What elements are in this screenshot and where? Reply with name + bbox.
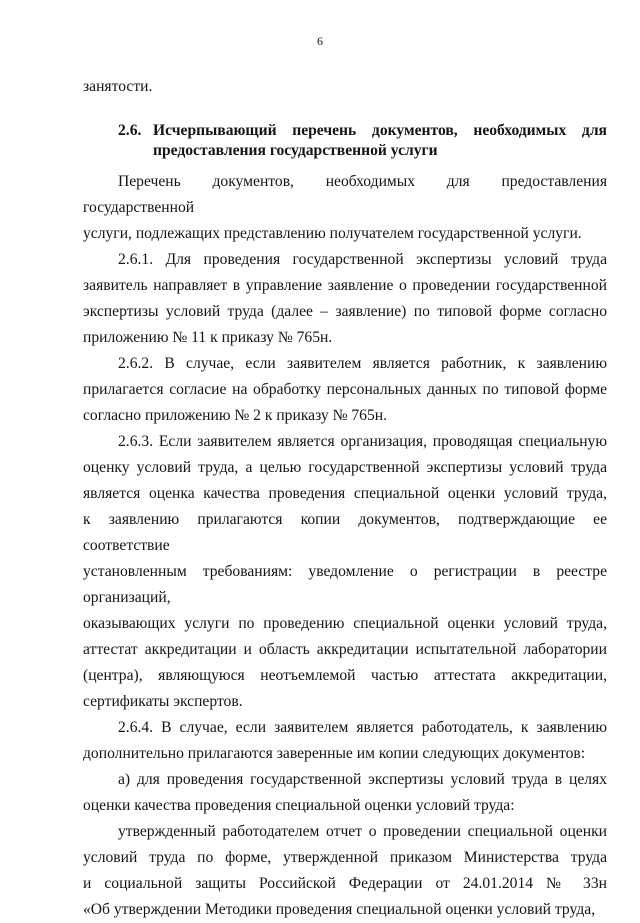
paragraph-2-6-3 [83, 429, 607, 715]
text-line: «Об утверждении Методики проведения специальной оценки условий труда, [83, 901, 596, 918]
text-line: согласно приложению № 2 к приказу № 765н. [83, 407, 388, 424]
heading-text: Исчерпывающий перечень документов, необходимых для [153, 122, 607, 139]
paragraph-2-6-4 [83, 715, 607, 767]
text-line: приложению № 11 к приказу № 765н. [83, 329, 333, 346]
heading-number: 2.6. [118, 122, 142, 139]
body-text [83, 169, 607, 923]
paragraph-report [83, 819, 607, 923]
text-line: (центра), являющуюся неотъемлемой частью аттестата аккредитации, [83, 667, 607, 684]
text-line: оценки качества проведения специальной оценки условий труда: [83, 797, 515, 814]
text-line: а) для проведения государственной экспертизы условий труда в целях [118, 771, 607, 788]
text-line: прилагается согласие на обработку персональных данных по типовой форме [83, 381, 607, 398]
text-line: экспертизы условий труда (далее – заявление) по типовой форме согласно [83, 303, 607, 320]
text-line: оказывающих услуги по проведению специальной оценки условий труда, [83, 615, 607, 632]
text-line: условий труда по форме, утвержденной приказом Министерства труда [83, 849, 607, 866]
text-line: Перечень документов, необходимых для предоставления государственной [83, 173, 607, 216]
text-line: установленным требованиям: уведомление о регистрации в реестре организаций, [83, 563, 607, 606]
paragraph-intro [83, 169, 607, 247]
page-number: 6 [317, 34, 323, 48]
text-line: дополнительно прилагаются заверенные им копии следующих документов: [83, 745, 586, 762]
paragraph-2-6-2 [83, 351, 607, 429]
text-line: сертификаты экспертов. [83, 693, 243, 710]
text-line: заявитель направляет в управление заявление о проведении государственной [83, 277, 607, 294]
text-line: 2.6.4. В случае, если заявителем является работодатель, к заявлению [118, 719, 607, 736]
text-line: к заявлению прилагаются копии документов, подтверждающие ее соответствие [83, 511, 607, 554]
heading-line-2: предоставления государственной услуги [153, 142, 438, 159]
text-line: 2.6.2. В случае, если заявителем является работник, к заявлению [118, 355, 607, 372]
text-line: является оценка качества проведения специальной оценки условий труда, [83, 485, 607, 502]
text-line: услуги, подлежащих представлению получателем государственной услуги. [83, 225, 582, 242]
text-line: оценку условий труда, а целью государственной экспертизы условий труда [83, 459, 607, 476]
text-line: и социальной защиты Российской Федерации от 24.01.2014 № 33н [83, 875, 607, 892]
text-line: занятости. [83, 78, 153, 95]
text-continuation [83, 74, 607, 100]
text-line: аттестат аккредитации и область аккредитации испытательной лаборатории [83, 641, 607, 658]
text-line: утвержденный работодателем отчет о проведении специальной оценки [118, 823, 607, 840]
paragraph-2-6-1 [83, 247, 607, 351]
paragraph-item-a [83, 767, 607, 819]
heading-line-1 [83, 121, 607, 141]
text-line: 2.6.1. Для проведения государственной экспертизы условий труда [118, 251, 607, 268]
section-heading [83, 121, 607, 161]
text-line: 2.6.3. Если заявителем является организация, проводящая специальную [118, 433, 607, 450]
